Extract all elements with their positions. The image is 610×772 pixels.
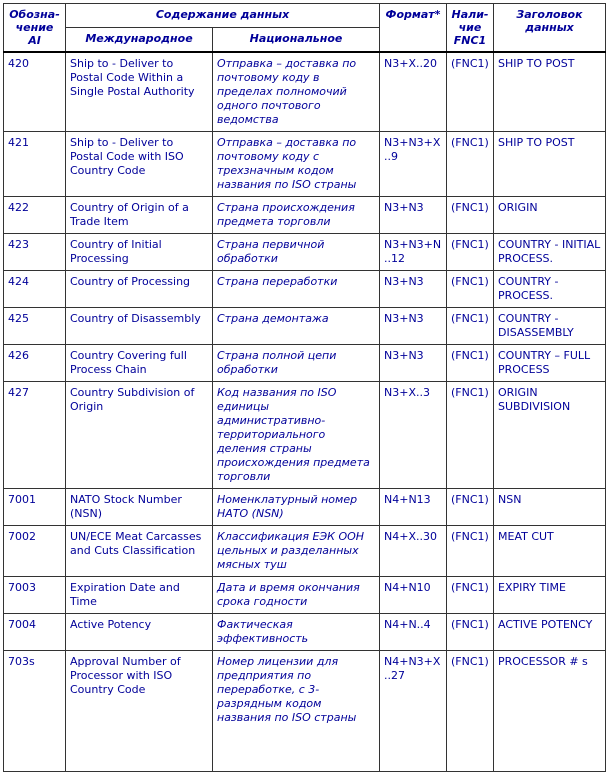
table-row (4, 345, 606, 382)
cell-format: N4+N..4 (380, 614, 447, 651)
table-row (4, 614, 606, 651)
cell-international: Ship to - Deliver to Postal Code with ISO Country Code (66, 132, 213, 197)
cell-format: N4+X..30 (380, 526, 447, 577)
cell-fnc1: (FNC1) (447, 197, 494, 234)
cell-international: UN/ECE Meat Carcasses and Cuts Classification (66, 526, 213, 577)
cell-format: N4+N10 (380, 577, 447, 614)
table-row (4, 382, 606, 489)
cell-national: Отправка – доставка по почтовому коду с трехзначным кодом названия по ISO страны (213, 132, 380, 197)
cell-fnc1: (FNC1) (447, 651, 494, 772)
table-row (4, 52, 606, 132)
header-international: Международное (66, 27, 213, 52)
cell-ai-code: 7004 (4, 614, 66, 651)
cell-ai-code: 427 (4, 382, 66, 489)
cell-fnc1: (FNC1) (447, 271, 494, 308)
cell-international: Approval Number of Processor with ISO Country Code (66, 651, 213, 772)
cell-national: Номер лицензии для предприятия по переработке, с 3-разрядным кодом названия по ISO страны (213, 651, 380, 772)
table-row (4, 489, 606, 526)
cell-format: N3+N3 (380, 197, 447, 234)
cell-ai-code: 7003 (4, 577, 66, 614)
cell-ai-code: 423 (4, 234, 66, 271)
cell-national: Страна полной цепи обработки (213, 345, 380, 382)
cell-national: Классификация ЕЭК ООН цельных и разделанных мясных туш (213, 526, 380, 577)
header-fnc1: Нали- чие FNC1 (447, 4, 494, 53)
table-row (4, 651, 606, 772)
cell-data-title: COUNTRY - DISASSEMBLY (494, 308, 606, 345)
cell-international: Country Covering full Process Chain (66, 345, 213, 382)
cell-data-title: COUNTRY – FULL PROCESS (494, 345, 606, 382)
cell-national: Фактическая эффективность (213, 614, 380, 651)
cell-format: N3+X..3 (380, 382, 447, 489)
cell-format: N3+N3 (380, 308, 447, 345)
cell-data-title: NSN (494, 489, 606, 526)
cell-fnc1: (FNC1) (447, 234, 494, 271)
cell-fnc1: (FNC1) (447, 489, 494, 526)
table-header (4, 4, 606, 53)
header-national: Национальное (213, 27, 380, 52)
table-row (4, 577, 606, 614)
table-row (4, 197, 606, 234)
cell-fnc1: (FNC1) (447, 52, 494, 132)
cell-national: Номенклатурный номер НАТО (NSN) (213, 489, 380, 526)
header-format: Формат* (380, 4, 447, 53)
cell-data-title: EXPIRY TIME (494, 577, 606, 614)
cell-ai-code: 703s (4, 651, 66, 772)
cell-data-title: MEAT CUT (494, 526, 606, 577)
header-content: Содержание данных (66, 4, 380, 28)
cell-international: NATO Stock Number (NSN) (66, 489, 213, 526)
cell-ai-code: 425 (4, 308, 66, 345)
ai-table (3, 3, 606, 772)
cell-ai-code: 422 (4, 197, 66, 234)
cell-fnc1: (FNC1) (447, 382, 494, 489)
cell-international: Country of Disassembly (66, 308, 213, 345)
cell-national: Страна переработки (213, 271, 380, 308)
table-row (4, 132, 606, 197)
cell-ai-code: 426 (4, 345, 66, 382)
cell-international: Active Potency (66, 614, 213, 651)
cell-fnc1: (FNC1) (447, 614, 494, 651)
cell-format: N3+N3 (380, 271, 447, 308)
cell-data-title: SHIP TO POST (494, 132, 606, 197)
cell-fnc1: (FNC1) (447, 345, 494, 382)
cell-ai-code: 424 (4, 271, 66, 308)
table-row (4, 308, 606, 345)
cell-fnc1: (FNC1) (447, 308, 494, 345)
cell-international: Country Subdivision of Origin (66, 382, 213, 489)
cell-data-title: COUNTRY - INITIAL PROCESS. (494, 234, 606, 271)
cell-format: N3+N3 (380, 345, 447, 382)
cell-ai-code: 420 (4, 52, 66, 132)
cell-format: N3+N3+X..9 (380, 132, 447, 197)
cell-national: Дата и время окончания срока годности (213, 577, 380, 614)
cell-national: Код названия по ISO единицы административно-территориального деления страны происхождения предмета торговли (213, 382, 380, 489)
cell-data-title: ORIGIN (494, 197, 606, 234)
cell-fnc1: (FNC1) (447, 132, 494, 197)
cell-format: N3+X..20 (380, 52, 447, 132)
cell-fnc1: (FNC1) (447, 526, 494, 577)
cell-national: Страна демонтажа (213, 308, 380, 345)
cell-national: Отправка – доставка по почтовому коду в пределах полномочий одного почтового ведомства (213, 52, 380, 132)
cell-international: Ship to - Deliver to Postal Code Within a Single Postal Authority (66, 52, 213, 132)
cell-national: Страна происхождения предмета торговли (213, 197, 380, 234)
header-ai-code: Обозна- чение AI (4, 4, 66, 53)
cell-data-title: ORIGIN SUBDIVISION (494, 382, 606, 489)
cell-ai-code: 7002 (4, 526, 66, 577)
cell-data-title: PROCESSOR # s (494, 651, 606, 772)
cell-national: Страна первичной обработки (213, 234, 380, 271)
cell-ai-code: 421 (4, 132, 66, 197)
table-row (4, 526, 606, 577)
table-body (4, 52, 606, 772)
cell-international: Expiration Date and Time (66, 577, 213, 614)
cell-format: N4+N3+X..27 (380, 651, 447, 772)
cell-data-title: ACTIVE POTENCY (494, 614, 606, 651)
cell-international: Country of Origin of a Trade Item (66, 197, 213, 234)
cell-data-title: COUNTRY - PROCESS. (494, 271, 606, 308)
cell-ai-code: 7001 (4, 489, 66, 526)
cell-fnc1: (FNC1) (447, 577, 494, 614)
cell-international: Country of Processing (66, 271, 213, 308)
table-row (4, 271, 606, 308)
table-row (4, 234, 606, 271)
cell-format: N3+N3+N..12 (380, 234, 447, 271)
header-data-title: Заголовок данных (494, 4, 606, 53)
cell-international: Country of Initial Processing (66, 234, 213, 271)
cell-format: N4+N13 (380, 489, 447, 526)
cell-data-title: SHIP TO POST (494, 52, 606, 132)
